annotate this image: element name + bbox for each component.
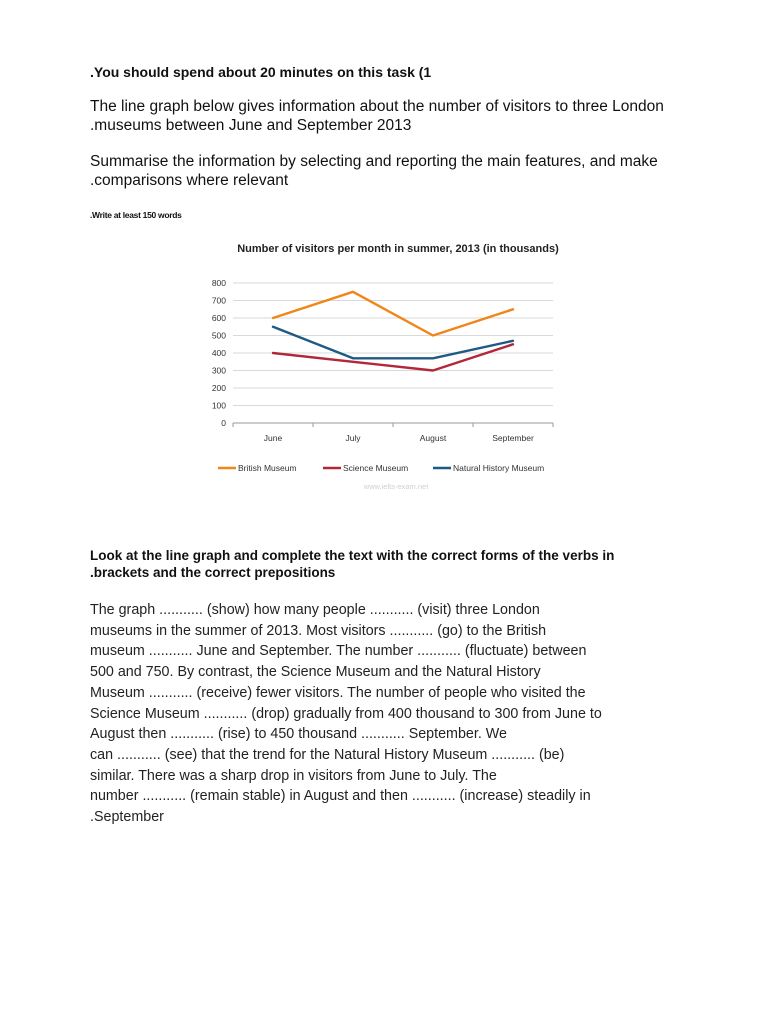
exercise-text-segment: August then <box>90 726 171 743</box>
series-line-0 <box>273 292 513 336</box>
blank-fill: ........... <box>203 705 248 722</box>
exercise-text-segment: (rise) to 450 thousand <box>213 726 362 743</box>
y-tick-label: 100 <box>211 400 226 411</box>
task-intro <box>90 97 710 135</box>
blank-fill: ........... <box>417 643 461 660</box>
exercise-heading-line-2: .brackets and the correct prepositions <box>90 565 336 580</box>
exercise-text-segment: museums in the summer of 2013. Most visitors <box>90 622 390 639</box>
x-tick-label: July <box>345 433 361 443</box>
blank-fill: ........... <box>117 746 161 763</box>
blank-fill: ........... <box>389 622 434 639</box>
y-tick-label: 200 <box>211 383 226 393</box>
blank-fill: ........... <box>411 788 456 805</box>
exercise-text-segment: can <box>90 746 118 763</box>
y-tick-label: 600 <box>211 313 226 323</box>
exercise-line <box>90 600 675 621</box>
chart-title: Number of visitors per month in summer, 2013 (in thousands) <box>237 243 559 255</box>
exercise-line <box>90 745 675 766</box>
x-tick-label: August <box>419 433 447 443</box>
y-tick-label: 400 <box>211 348 226 358</box>
series-line-2 <box>273 327 513 359</box>
summary-line-2: .comparisons where relevant <box>90 172 289 189</box>
task-summary-instruction <box>90 152 710 190</box>
exercise-line <box>90 704 675 725</box>
line-chart <box>188 236 588 496</box>
word-count-instruction: .Write at least 150 words <box>90 210 182 220</box>
exercise-text-segment: number <box>90 788 143 805</box>
exercise-text-segment: (drop) gradually from 400 thousand to 300 from June to <box>247 705 602 722</box>
y-tick-label: 300 <box>211 365 226 376</box>
exercise-line <box>90 662 675 683</box>
exercise-text-segment: (remain stable) in August and then <box>186 788 412 805</box>
exercise-line <box>90 786 675 807</box>
exercise-text-segment: (fluctuate) between <box>460 643 587 660</box>
y-tick-label: 500 <box>211 330 226 341</box>
exercise-line <box>90 683 675 704</box>
blank-fill: ........... <box>148 643 193 660</box>
exercise-line <box>90 766 675 787</box>
exercise-text-segment: similar. There was a sharp drop in visitors from June to July. The <box>90 767 497 784</box>
exercise-text-segment: 500 and 750. By contrast, the Science Museum and the Natural History <box>90 664 541 681</box>
legend-label: Science Museum <box>343 463 409 473</box>
x-tick-label: June <box>263 433 283 443</box>
legend-label: Natural History Museum <box>453 463 545 473</box>
exercise-text-segment: September. We <box>404 726 507 743</box>
blank-fill: ........... <box>142 788 187 805</box>
blank-fill: ........... <box>369 602 414 618</box>
exercise-text-segment: (see) that the trend for the Natural History Museum <box>160 746 492 763</box>
x-tick-label: September <box>492 433 534 443</box>
blank-fill: ........... <box>148 684 193 701</box>
watermark: www.ielts-exam.net <box>363 482 429 491</box>
exercise-text-segment: museum <box>90 643 149 660</box>
exercise-text <box>90 600 675 828</box>
chart-svg <box>188 236 588 496</box>
intro-line-1: The line graph below gives information about the number of visitors to three London <box>90 98 664 115</box>
exercise-text-segment: Science Museum <box>90 705 204 722</box>
exercise-text-segment: Museum <box>90 684 149 701</box>
intro-line-2: .museums between June and September 2013 <box>90 117 412 134</box>
exercise-text-segment: (receive) fewer visitors. The number of people who visited the <box>192 684 586 701</box>
blank-fill: ........... <box>361 726 405 743</box>
exercise-line <box>90 641 675 662</box>
exercise-line <box>90 724 675 745</box>
legend-label: British Museum <box>238 463 297 473</box>
summary-line-1: Summarise the information by selecting and reporting the main features, and make <box>90 153 658 170</box>
blank-fill: ........... <box>491 746 535 763</box>
exercise-text-segment: (visit) three London <box>413 602 540 618</box>
exercise-text-segment: (go) to the British <box>433 622 547 639</box>
exercise-line <box>90 807 675 828</box>
exercise-text-segment: (be) <box>535 746 565 763</box>
exercise-text-segment: June and September. The number <box>192 643 418 660</box>
blank-fill: ........... <box>159 602 203 618</box>
blank-fill: ........... <box>170 726 214 743</box>
exercise-text-segment: .September <box>90 809 164 826</box>
exercise-line <box>90 621 675 642</box>
exercise-heading <box>90 547 690 581</box>
y-tick-label: 0 <box>221 418 226 428</box>
y-tick-label: 800 <box>211 278 226 288</box>
y-tick-label: 700 <box>211 295 226 306</box>
exercise-text-segment: (increase) steadily in <box>455 788 591 805</box>
exercise-text-segment: The graph <box>90 602 160 618</box>
exercise-text-segment: (show) how many people <box>202 602 370 618</box>
exercise-heading-line-1: Look at the line graph and complete the text with the correct forms of the verbs in <box>90 548 615 563</box>
task-instruction: .You should spend about 20 minutes on this task (1 <box>90 64 432 80</box>
